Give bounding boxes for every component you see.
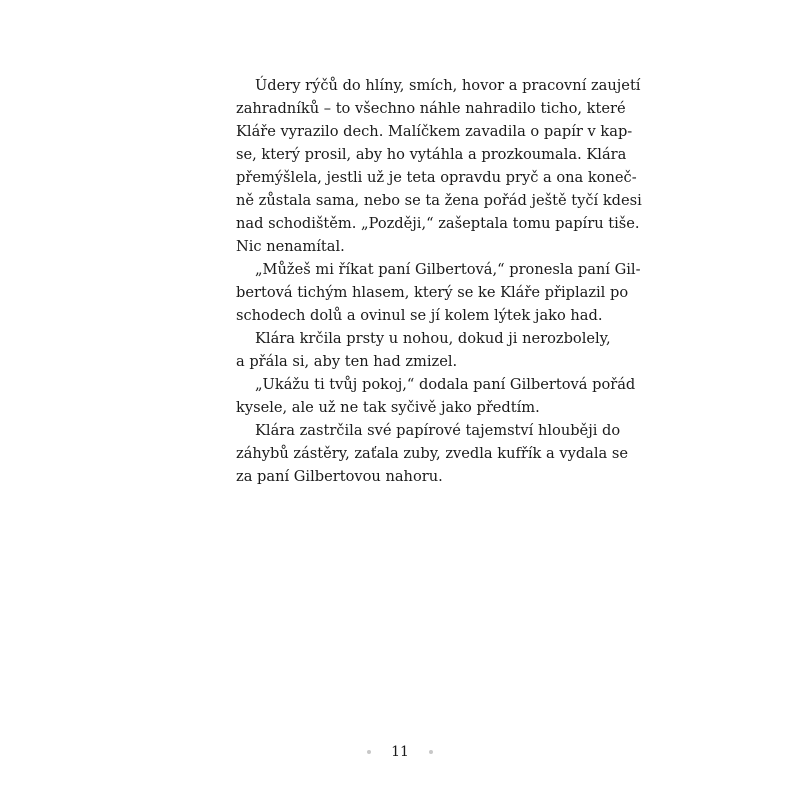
paragraph-1-line-4: se, který prosil, aby ho vytáhla a prozkoumala. Klára bbox=[236, 146, 627, 163]
paragraph-1-line-3: Kláře vyrazilo dech. Malíčkem zavadila o papír v kap- bbox=[236, 123, 633, 140]
paragraph-3-line-2: a přála si, aby ten had zmizel. bbox=[236, 353, 458, 370]
paragraph-3-line-1: Klára krčila prsty u nohou, dokud ji nerozbolely, bbox=[255, 330, 611, 347]
paragraph-5-line-3: za paní Gilbertovou nahoru. bbox=[236, 468, 443, 485]
page-number: 11 bbox=[391, 744, 409, 760]
paragraph-4-line-2: kysele, ale už ne tak syčivě jako předtím. bbox=[236, 399, 540, 416]
paragraph-2-line-2: bertová tichým hlasem, který se ke Kláře připlazil po bbox=[236, 284, 629, 301]
body-text bbox=[236, 74, 642, 488]
paragraph-2-line-1: „Můžeš mi říkat paní Gilbertová,“ pronesla paní Gil- bbox=[255, 261, 641, 278]
folio-dot-left-icon bbox=[367, 750, 371, 754]
folio-dot-right-icon bbox=[429, 750, 433, 754]
paragraph-1-line-7: nad schodištěm. „Později,“ zašeptala tomu papíru tiše. bbox=[236, 215, 640, 232]
page-footer bbox=[0, 742, 800, 762]
paragraph-2-line-3: schodech dolů a ovinul se jí kolem lýtek jako had. bbox=[236, 307, 603, 324]
paragraph-1-line-8: Nic nenamítal. bbox=[236, 238, 345, 255]
paragraph-5-line-2: záhybů zástěry, zaťala zuby, zvedla kufřík a vydala se bbox=[236, 445, 629, 462]
paragraph-5-line-1: Klára zastrčila své papírové tajemství hlouběji do bbox=[255, 422, 621, 439]
paragraph-1-line-2: zahradníků – to všechno náhle nahradilo ticho, které bbox=[236, 100, 626, 117]
paragraph-1-line-5: přemýšlela, jestli už je teta opravdu pryč a ona koneč- bbox=[236, 169, 637, 186]
paragraph-1-line-1: Údery rýčů do hlíny, smích, hovor a pracovní zaujetí bbox=[255, 77, 641, 94]
paragraph-1-line-6: ně zůstala sama, nebo se ta žena pořád ještě tyčí kdesi bbox=[236, 192, 642, 209]
paragraph-4-line-1: „Ukážu ti tvůj pokoj,“ dodala paní Gilbertová pořád bbox=[255, 376, 636, 393]
